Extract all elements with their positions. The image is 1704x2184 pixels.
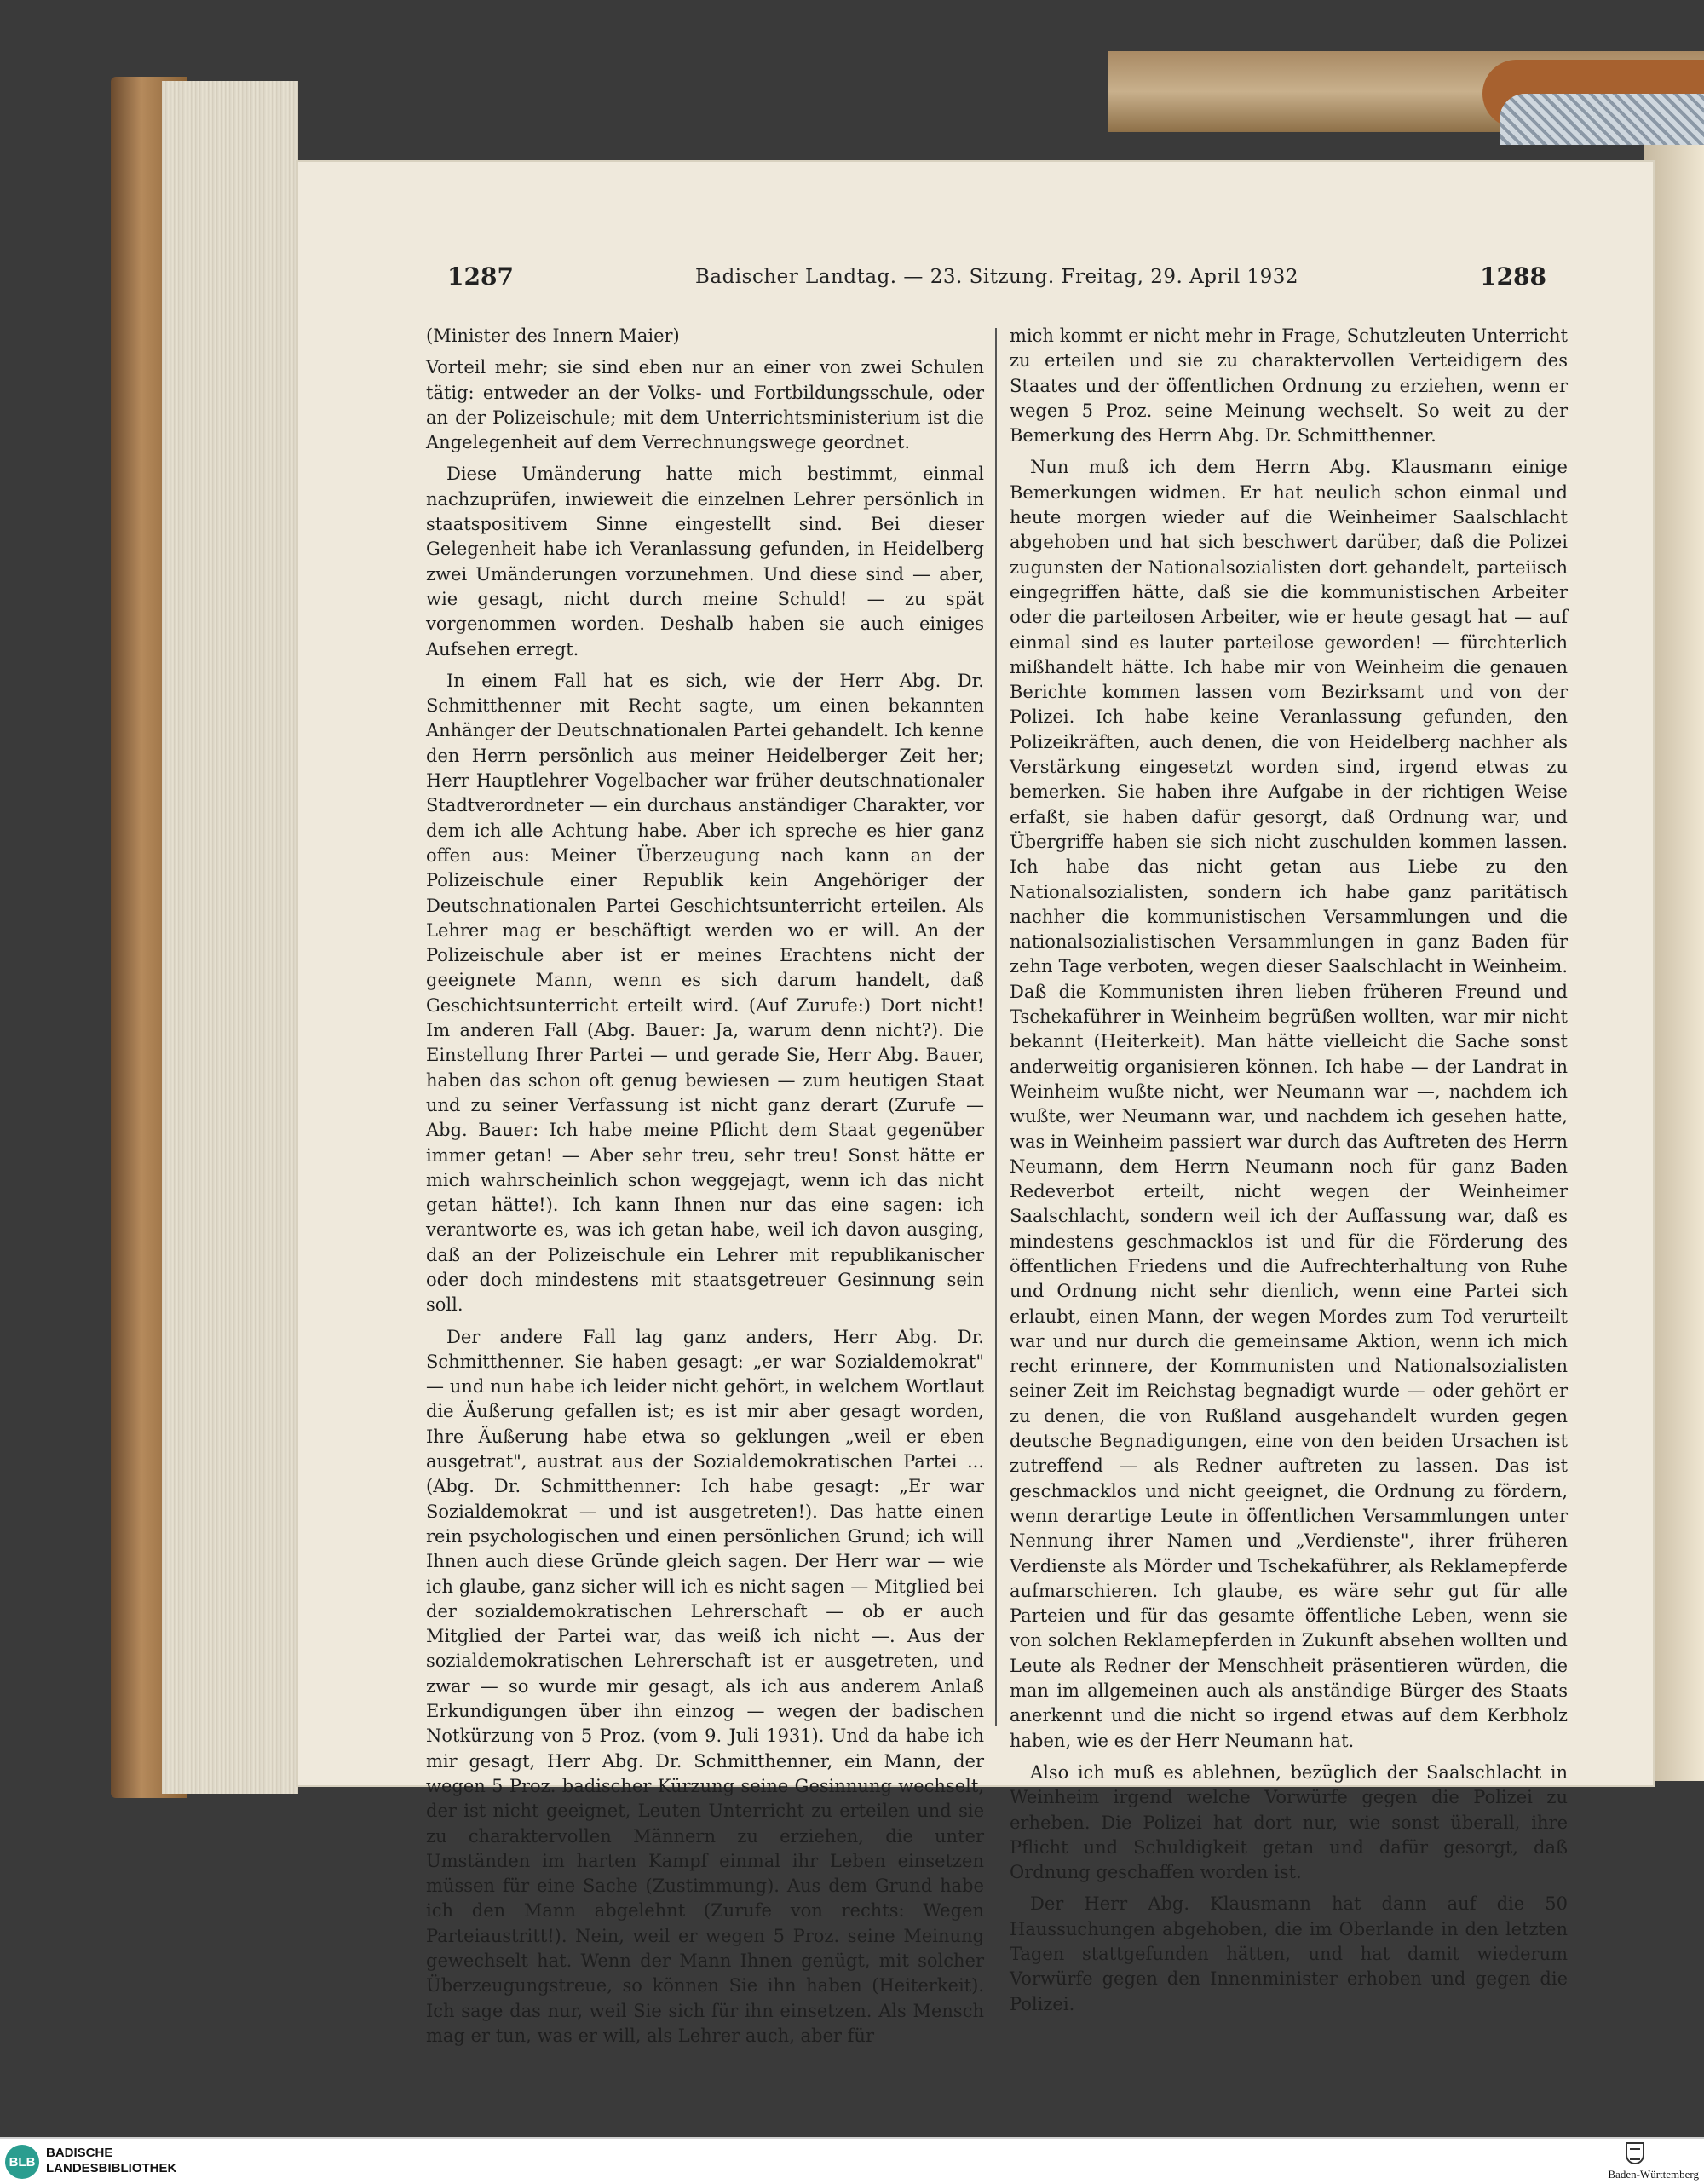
page-number-left: 1287 [447,262,514,291]
paragraph: In einem Fall hat es sich, wie der Herr Abg. Dr. Schmitthenner mit Recht sagte, um einen bekannten Anhänger der Deutschnationalen Partei gehandelt. Ich kenne den Herrn persönlich aus meiner Heidelberger Zeit her; Herr Hauptlehrer Vogelbacher war früher deutschnationaler Stadtverordneter — ein durchaus anständiger Charakter, vor dem ich alle Achtung habe. Aber ich spreche es hier ganz offen aus: Meiner Überzeugung nach kann an der Polizeischule einer Republik kein Angehöriger der Deutschnationalen Partei Geschichtsunterricht erteilen. Als Lehrer mag er beschäftigt werden wo er will. An der Polizeischule aber ist er meines Erachtens nicht der geeignete Mann, wenn es sich darum handelt, daß Geschichtsunterricht erteilt wird. (Auf Zurufe:) Dort nicht! Im anderen Fall (Abg. Bauer: Ja, warum denn nicht?). Die Einstellung Ihrer Partei — und gerade Sie, Herr Abg. Bauer, haben das schon oft genug bewiesen — zum heutigen Staat und zu seiner Verfassung ist nicht ganz derart (Zurufe — Abg. Bauer: Ich habe meine Pflicht dem Staat gegenüber immer getan! — Aber sehr treu, sehr treu! Sonst hätte er mich wahrscheinlich schon weggejagt, wenn ich das nicht getan hätte!). Ich kann Ihnen nur das eine sagen: ich verantworte es, was ich getan habe, weil ich davon ausging, daß an der Polizeischule ein Lehrer mit republikanischer oder doch mindestens mit staatsgetreuer Gesinnung sein soll. [426,670,984,1316]
facing-page-edge [1644,145,1704,1781]
paragraph: Vorteil mehr; sie sind eben nur an einer von zwei Schulen tätig: entweder an der Volks- und Fortbildungsschule, oder an der Polizeischule; mit dem Unterrichtsministerium ist die Angelegenheit auf dem Verrechnungswege geordnet. [426,357,984,453]
paragraph: Diese Umänderung hatte mich bestimmt, einmal nachzuprüfen, inwieweit die einzelnen Lehrer persönlich in staatspositivem Sinne eingestellt sind. Bei dieser Gelegenheit habe ich Veranlassung gefunden, in Heidelberg zwei Umänderungen vorzunehmen. Und diese sind — aber, wie gesagt, nicht durch meine Schuld! — zu spät vorgenommen worden. Deshalb haben sie auch einiges Aufsehen erregt. [426,464,984,660]
left-column [426,324,984,2049]
bookmark-cloth [1500,94,1704,145]
running-head: Badischer Landtag. — 23. Sitzung. Freitag, 29. April 1932 [694,266,1299,288]
column-divider [995,328,997,1726]
page-header [447,262,1546,305]
state-label: Baden-Württemberg [1608,2168,1699,2181]
page-number-right: 1288 [1480,262,1546,291]
library-name-line2: LANDESBIBLIOTHEK [46,2161,177,2175]
paragraph: Der Herr Abg. Klausmann hat dann auf die 50 Haussuchungen abgehoben, die im Oberlande in den letzten Tagen stattgefunden hätten, und hat damit wiederum Vorwürfe gegen den Innenminister erhoben und gegen die Polizei. [1010,1893,1568,2014]
page-edges [162,81,298,1794]
paragraph: Der andere Fall lag ganz anders, Herr Abg. Dr. Schmitthenner. Sie haben gesagt: „er war Sozialdemokrat" — und nun habe ich leider nicht gehört, in welchem Wortlaut die Äußerung gefallen ist; es ist mir aber gesagt worden, Ihre Äußerung habe etwa so geklungen „weil er eben ausgetrat", austrat aus der Sozialdemokratischen Partei ... (Abg. Dr. Schmitthenner: Ich habe gesagt: „Er war Sozialdemokrat — und ist ausgetreten!). Das hatte einen rein psychologischen und einen persönlichen Grund; ich will Ihnen auch diese Gründe gleich sagen. Der Herr war — wie ich glaube, ganz sicher will ich es nicht sagen — Mitglied bei der sozialdemokratischen Lehrerschaft — ob er auch Mitglied der Partei war, das weiß ich nicht —. Aus der sozialdemokratischen Lehrerschaft ist er ausgetreten, und zwar — so wurde mir gesagt, als ich aus anderem Anlaß Erkundigungen über ihn einzog — wegen der badischen Notkürzung von 5 Proz. (vom 9. Juli 1931). Und da habe ich mir gesagt, Herr Abg. Dr. Schmitthenner, ein Mann, der wegen 5 Proz. badischer Kürzung seine Gesinnung wechselt, der ist nicht geeignet, Leuten Unterricht zu erteilen und sie zu charaktervollen Männern zu erziehen, die unter Umständen im harten Kampf einmal ihr Leben einsetzen müssen für eine Sache (Zustimmung). Aus dem Grund habe ich den Mann abgelehnt (Zurufe von rechts: Wegen Parteiaustritt!). Nein, weil er wegen 5 Proz. seine Meinung gewechselt hat. Wenn der Mann Ihnen genügt, mit solcher Überzeugungstreue, so können Sie ihn haben (Heiterkeit). Ich sage das nur, weil Sie sich für ihn einsetzen. Als Mensch mag er tun, was er will, als Lehrer auch, aber für [426,1326,984,2046]
state-crest-icon [1626,2142,1644,2164]
paragraph: mich kommt er nicht mehr in Frage, Schutzleuten Unterricht zu erteilen und sie zu charaktervollen Verteidigern des Staates und der öffentlichen Ordnung zu erziehen, wenn er wegen 5 Proz. seine Meinung wechselt. So weit zu der Bemerkung des Herrn Abg. Dr. Schmitthenner. [1010,326,1568,447]
speaker-heading: (Minister des Innern Maier) [426,326,680,346]
document-page [298,162,1653,2046]
viewer-footer [0,2137,1704,2184]
right-column [1010,324,1568,2017]
paragraph: Nun muß ich dem Herrn Abg. Klausmann einige Bemerkungen widmen. Er hat neulich schon einmal und heute morgen wieder auf die Weinheimer Saalschlacht abgehoben und hat sich beschwert darüber, daß die Polizei zugunsten der Nationalsozialisten dort gehandelt, parteiisch eingegriffen hätte, daß sie die kommunistischen Arbeiter oder die parteilosen Arbeiter, wie er heute gesagt hat — auf einmal sind es lauter parteilose geworden! — fürchterlich mißhandelt hätte. Ich habe mir von Weinheim die genauen Berichte kommen lassen vom Bezirksamt und von der Polizei. Ich habe keine Veranlassung gefunden, den Polizeikräften, auch denen, die von Heidelberg nachher als Verstärkung eingesetzt worden sind, irgend etwas zu bemerken. Sie haben ihre Aufgabe in der richtigen Weise erfaßt, sie haben dafür gesorgt, daß Ordnung war, und Übergriffe haben sie sich nicht zuschulden kommen lassen. Ich habe das nicht getan aus Liebe zu den Nationalsozialisten, sondern ich habe ganz paritätisch nachher die kommunistischen Versammlungen und die nationalsozialistischen Versammlungen in ganz Baden für zehn Tage verboten, wegen dieser Saalschlacht in Weinheim. Daß die Kommunisten ihren lieben früheren Freund und Tschekaführer in Weinheim begrüßen wollten, war mir nicht bekannt (Heiterkeit). Man hätte vielleicht die Sache sonst anderweitig organisieren können. Ich habe — der Landrat in Weinheim wußte nicht, wer Neumann war —, nachdem ich wußte, wer Neumann war, und nachdem ich gesehen hatte, was in Weinheim passiert war durch das Auftreten des Herrn Neumann, dem Herrn Neumann noch für ganz Baden Redeverbot erteilt, nicht wegen der Weinheimer Saalschlacht, sondern weil ich der Auffassung war, daß es mindestens geschmacklos ist und für die Förderung des öffentlichen Friedens und die Aufrechterhaltung von Ruhe und Ordnung nicht sehr dienlich, wenn eine Partei sich erlaubt, einen Mann, der wegen Mordes zum Tod verurteilt war und nur durch die gemeinsame Aktion, wenn ich mich recht erinnere, der Kommunisten und Nationalsozialisten seiner Zeit im Reichstag begnadigt wurde — oder gehört er zu denen, die von Rußland ausgehandelt wurden gegen deutsche Begnadigungen, eine von den beiden Ursachen ist zutreffend — als Redner auftreten zu lassen. Das ist geschmacklos und nicht geeignet, die Ordnung zu fördern, wenn derartige Leute in öffentlichen Versammlungen unter Nennung ihrer Namen und „Verdienste", ihrer früheren Verdienste als Mörder und Tschekaführer, als Reklamepferde aufmarschieren. Ich glaube, es wäre sehr gut für alle Parteien und für das gesamte öffentliche Leben, wenn sie von solchen Reklamepferden in Zukunft absehen wollten und Leute als Redner der Menschheit präsentieren würden, die man im allgemeinen auch als anständige Bürger des Staats anerkennt und die nicht so irgend etwas auf dem Kerbholz haben, wie es der Herr Neumann hat. [1010,457,1568,1751]
paragraph: Also ich muß es ablehnen, bezüglich der Saalschlacht in Weinheim irgend welche Vorwürfe gegen die Polizei zu erheben. Die Polizei hat dort nur, wie sonst überall, ihre Pflicht und Schuldigkeit getan und dafür gesorgt, daß Ordnung geschaffen worden ist. [1010,1761,1568,1883]
blb-logo-icon: BLB [5,2145,39,2179]
library-name-line1: BADISCHE [46,2146,113,2160]
library-name [46,2146,176,2176]
